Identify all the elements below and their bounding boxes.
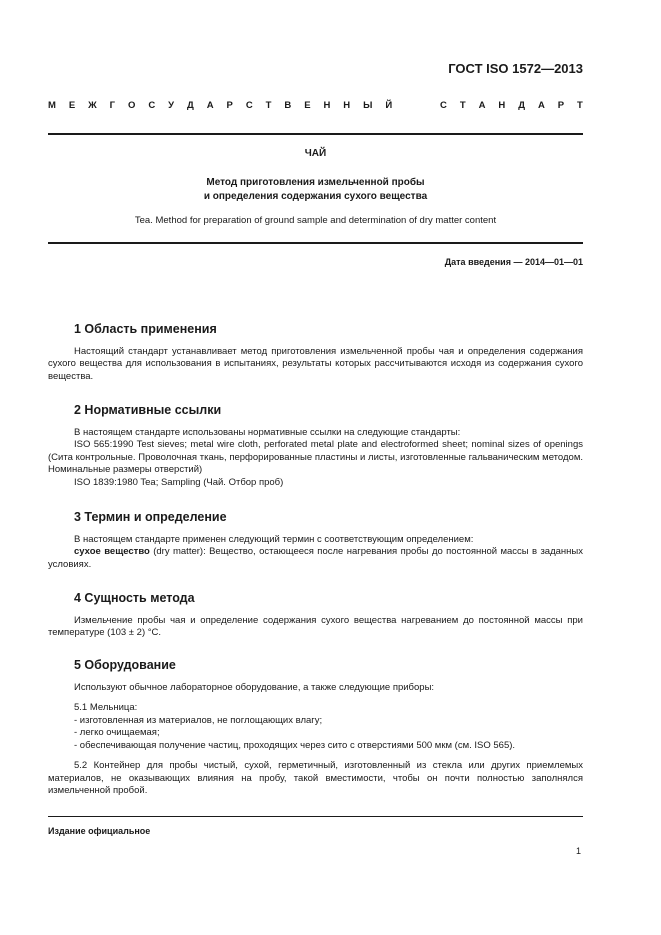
term-name: сухое вещество (74, 546, 150, 557)
heading-letter: Т (459, 100, 466, 111)
list-item: - обеспечивающая получение частиц, проходящих через сито с отверстиями 500 мкм (см. ISO 565). (74, 739, 516, 751)
heading-letter: Н (343, 100, 351, 111)
heading-letter: А (206, 100, 214, 111)
section-references (48, 404, 583, 489)
heading-letter: Д (187, 100, 194, 111)
heading-letter: Е (68, 100, 76, 111)
page-number: 1 (575, 846, 581, 856)
item-5-2: 5.2 Контейнер для пробы чистый, сухой, герметичный, изготовленный из стекла или других приемлемых материалов, не оказывающих влияния на пробу, такой вместимости, чтобы он почти полностью заполнялся измельченной пробой. (48, 760, 583, 796)
heading-letter: С (245, 100, 253, 111)
document-number: ГОСТ ISO 1572—2013 (448, 61, 583, 76)
document-subtitle (48, 176, 583, 204)
section-heading: 4 Сущность метода (74, 591, 195, 605)
heading-letter: Й (385, 100, 393, 111)
section-equipment (48, 659, 583, 798)
heading-letter: М (48, 100, 56, 111)
heading-letter: Ж (88, 100, 97, 111)
list-item: - легко очищаемая; (74, 727, 160, 738)
section-text: Измельчение пробы чая и определение содержания сухого вещества нагреванием до постоянной массы при температуре (103 ± 2) °C. (48, 614, 583, 638)
heading-letter: Р (557, 100, 565, 111)
document-title: ЧАЙ (304, 148, 327, 159)
heading-letter: А (537, 100, 545, 111)
header-divider (48, 133, 583, 135)
heading-letter: Н (323, 100, 331, 111)
item-5-1-title: 5.1 Мельница: (74, 702, 138, 713)
introduction-date: Дата введения — 2014—01—01 (444, 257, 583, 267)
heading-letter: Р (226, 100, 233, 111)
section-term (48, 511, 583, 571)
heading-letter: Е (304, 100, 311, 111)
heading-letter: Т (577, 100, 583, 111)
section-principle (48, 592, 583, 640)
standard-type-heading (48, 100, 583, 111)
subtitle-line: Метод приготовления измельченной пробы (206, 177, 425, 188)
heading-letter: У (168, 100, 175, 111)
section-heading: 1 Область применения (74, 322, 217, 336)
term-definition-text: (dry matter): Вещество, остающееся после нагревания пробы до постоянной массы в заданных условиях. (48, 546, 583, 570)
heading-letter: Н (498, 100, 506, 111)
heading-letter: А (478, 100, 486, 111)
title-divider (48, 242, 583, 244)
heading-letter: С (440, 100, 447, 111)
heading-letter: Г (109, 100, 116, 111)
official-edition-label: Издание официальное (48, 826, 151, 836)
heading-letter: Т (265, 100, 272, 111)
section-scope (48, 323, 583, 383)
list-item: - изготовленная из материалов, не поглощающих влагу; (74, 714, 323, 726)
section-text: Используют обычное лабораторное оборудование, а также следующие приборы: (74, 681, 435, 693)
heading-letter: О (128, 100, 136, 111)
reference-iso-1839: ISO 1839:1980 Tea; Sampling (Чай. Отбор проб) (74, 476, 284, 488)
section-heading: 5 Оборудование (74, 658, 176, 672)
heading-letter: С (148, 100, 156, 111)
heading-letter: Д (518, 100, 526, 111)
heading-letter: В (284, 100, 292, 111)
section-heading: 2 Нормативные ссылки (74, 403, 222, 417)
section-text: В настоящем стандарте применен следующий термин с соответствующим определением: (74, 533, 474, 545)
footer-divider (48, 816, 583, 817)
section-text: В настоящем стандарте использованы нормативные ссылки на следующие стандарты: (74, 426, 461, 438)
section-heading: 3 Термин и определение (74, 510, 227, 524)
term-definition (48, 546, 583, 571)
section-text: Настоящий стандарт устанавливает метод приготовления измельченной пробы чая и определения содержания сухого вещества для использования в испытаниях, результаты которых рассчитываются исходя из содержания сухого вещества. (48, 345, 583, 382)
english-title: Tea. Method for preparation of ground sample and determination of dry matter content (134, 215, 497, 226)
reference-iso-565: ISO 565:1990 Test sieves; metal wire cloth, perforated metal plate and electroformed sheet; nominal sizes of openings (Сита контрольные. Проволочная ткань, перфорированные пластины и листы, изготовленные гальваническим методом. Номинальные размеры отверстий) (48, 439, 583, 475)
subtitle-line: и определения содержания сухого вещества (203, 191, 428, 202)
heading-letter: Ы (363, 100, 373, 111)
